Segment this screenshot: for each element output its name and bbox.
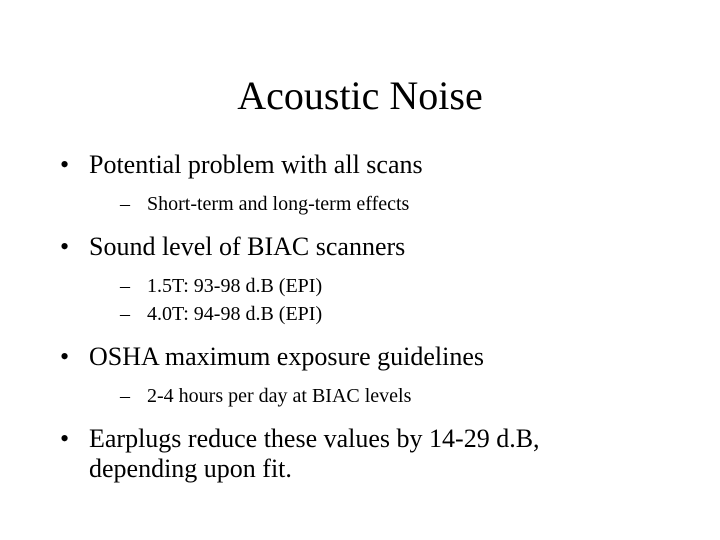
sub-bullet-item xyxy=(120,272,690,300)
sub-bullet-list xyxy=(120,382,690,410)
bullet-icon: • xyxy=(60,424,70,453)
bullet-item xyxy=(60,232,690,262)
sub-bullet-text: Short-term and long-term effects xyxy=(147,193,410,215)
sub-bullet-item xyxy=(120,190,690,218)
slide-title: Acoustic Noise xyxy=(237,73,483,118)
bullet-list xyxy=(60,150,690,484)
sub-bullet-text: 4.0T: 94-98 d.B (EPI) xyxy=(147,303,323,325)
sub-bullet-list xyxy=(120,190,690,218)
bullet-item xyxy=(60,424,690,484)
dash-icon: – xyxy=(120,193,130,215)
bullet-text-line-1: Earplugs reduce these values by 14-29 d.B, xyxy=(89,424,540,453)
sub-bullet-item xyxy=(120,382,690,410)
sub-bullet-text: 1.5T: 93-98 d.B (EPI) xyxy=(147,275,323,297)
bullet-item xyxy=(60,150,690,180)
sub-bullet-list xyxy=(120,272,690,328)
bullet-icon: • xyxy=(60,150,70,179)
bullet-icon: • xyxy=(60,342,70,371)
dash-icon: – xyxy=(120,275,130,297)
bullet-text-line-2: depending upon fit. xyxy=(89,454,292,483)
bullet-text: Potential problem with all scans xyxy=(89,150,423,179)
bullet-text: OSHA maximum exposure guidelines xyxy=(89,342,485,371)
sub-bullet-text: 2-4 hours per day at BIAC levels xyxy=(147,385,412,407)
bullet-item xyxy=(60,342,690,372)
dash-icon: – xyxy=(120,385,130,407)
bullet-icon: • xyxy=(60,232,70,261)
sub-bullet-item xyxy=(120,300,690,328)
dash-icon: – xyxy=(120,303,130,325)
bullet-text: Sound level of BIAC scanners xyxy=(89,232,406,261)
